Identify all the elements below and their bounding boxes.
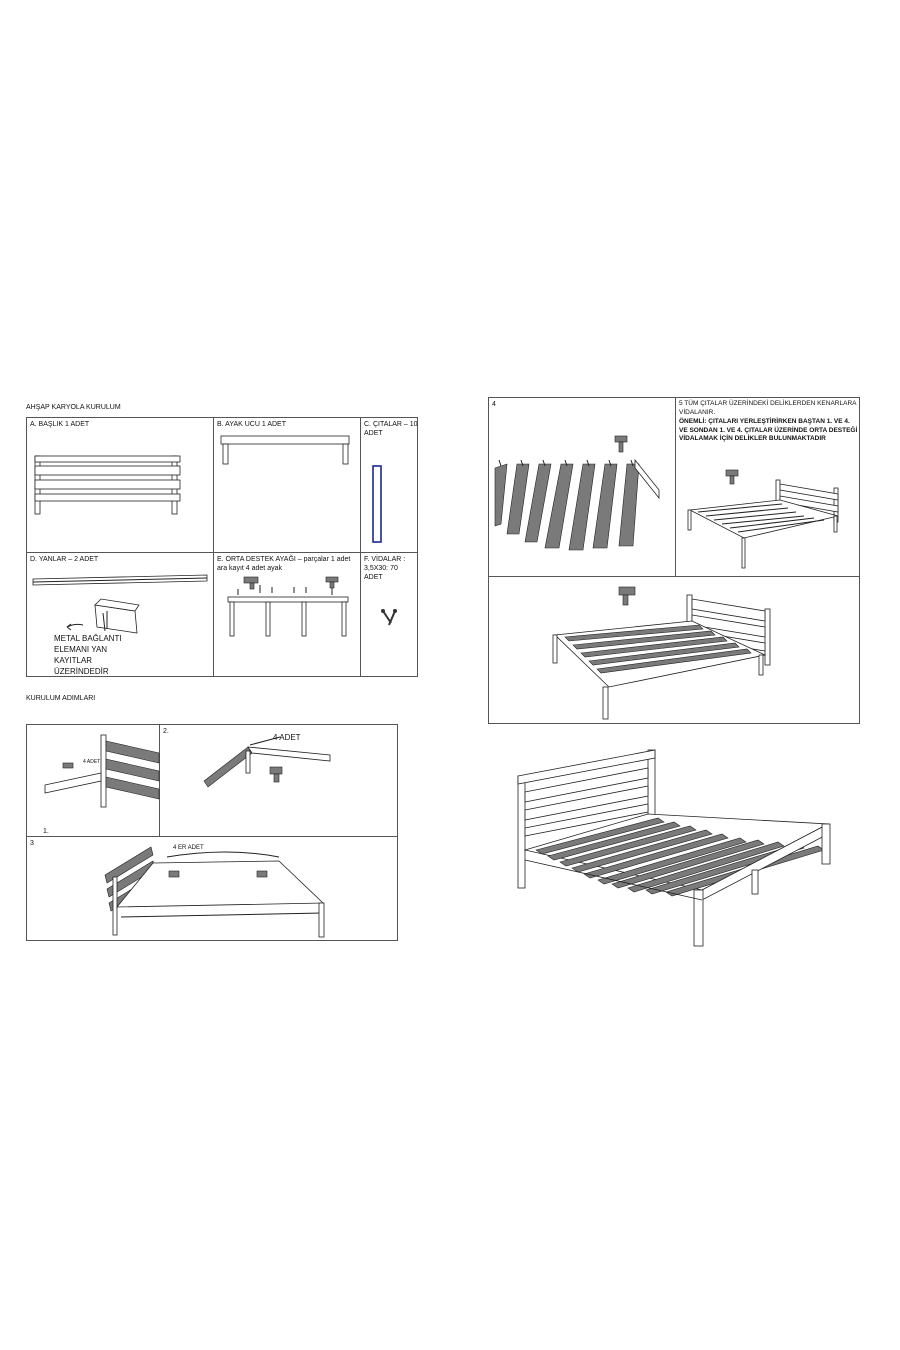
page-title: AHŞAP KARYOLA KURULUM bbox=[26, 404, 121, 411]
step-2-note: 4 ADET bbox=[273, 733, 301, 742]
steps-4-5-table bbox=[488, 397, 860, 724]
headboard-illustration bbox=[27, 418, 213, 552]
screw-icon bbox=[361, 553, 419, 676]
slat-illustration bbox=[361, 418, 419, 552]
drill-icon bbox=[726, 470, 738, 484]
part-f-label: F. VİDALAR : 3,5X30: 70 ADET bbox=[364, 556, 406, 581]
step-5-intro: 5 TÜM ÇITALAR ÜZERİNDEKİ DELİKLERDEN KENARLARA VİDALANIR. bbox=[679, 400, 857, 416]
step-3-cell bbox=[27, 837, 397, 942]
part-e-cell bbox=[214, 553, 360, 676]
step-5-detail-cell bbox=[489, 577, 859, 723]
steps-table bbox=[26, 724, 398, 941]
drill-icon bbox=[619, 587, 635, 605]
steps-heading: KURULUM ADIMLARI bbox=[26, 695, 96, 702]
step-2-label: 2. bbox=[163, 728, 169, 735]
footboard-illustration bbox=[214, 418, 360, 552]
step-1-cell bbox=[27, 725, 159, 836]
slat-fixing-illustration bbox=[489, 577, 859, 723]
center-support-illustration bbox=[214, 553, 360, 676]
step-4-label: 4 bbox=[492, 401, 496, 408]
part-c-label: C. ÇITALAR – 10 ADET bbox=[364, 421, 418, 437]
step-4-cell bbox=[489, 398, 675, 576]
step-3-illustration bbox=[27, 837, 397, 942]
step-1-illustration bbox=[27, 725, 159, 836]
step-2-cell bbox=[160, 725, 397, 836]
part-d-cell bbox=[27, 553, 213, 676]
part-a-cell bbox=[27, 418, 213, 552]
step-3-note-display: 4 ER ADET bbox=[173, 845, 204, 851]
metal-connector-note: METAL BAĞLANTI ELEMANI YAN KAYITLAR ÜZERİNDEDİR bbox=[54, 634, 122, 676]
drill-icon bbox=[615, 436, 627, 452]
step-5-important: ÖNEMLİ: ÇITALARI YERLEŞTİRİRKEN BAŞTAN 1. VE 4. VE SONDAN 1. VE 4. ÇITALAR ÜZERİNDE ORTA DESTEĞİ VİDALAMAK İÇİN DELİKLER BULUNMAKTADIR bbox=[679, 418, 858, 442]
step-1-label: 1. bbox=[43, 828, 49, 835]
part-d-label: D. YANLAR – 2 ADET bbox=[30, 556, 99, 563]
drill-icon bbox=[244, 577, 258, 589]
assembled-bed bbox=[488, 740, 860, 950]
step-3-label: 3 bbox=[30, 840, 34, 847]
part-e-label: E. ORTA DESTEK AYAĞI – parçalar 1 adet ara kayıt 4 adet ayak bbox=[217, 556, 351, 572]
step-1-note: 4 ADET bbox=[83, 759, 101, 765]
bed-frame-illustration bbox=[488, 740, 860, 950]
parts-table bbox=[26, 417, 418, 677]
part-b-label: B. AYAK UCU 1 ADET bbox=[217, 421, 286, 428]
step-4-illustration bbox=[489, 398, 675, 576]
part-f-cell bbox=[361, 553, 419, 676]
part-a-label: A. BAŞLIK 1 ADET bbox=[30, 421, 90, 428]
part-c-cell bbox=[361, 418, 419, 552]
step-5-illustration bbox=[676, 398, 859, 576]
step-5-cell bbox=[676, 398, 859, 576]
part-b-cell bbox=[214, 418, 360, 552]
